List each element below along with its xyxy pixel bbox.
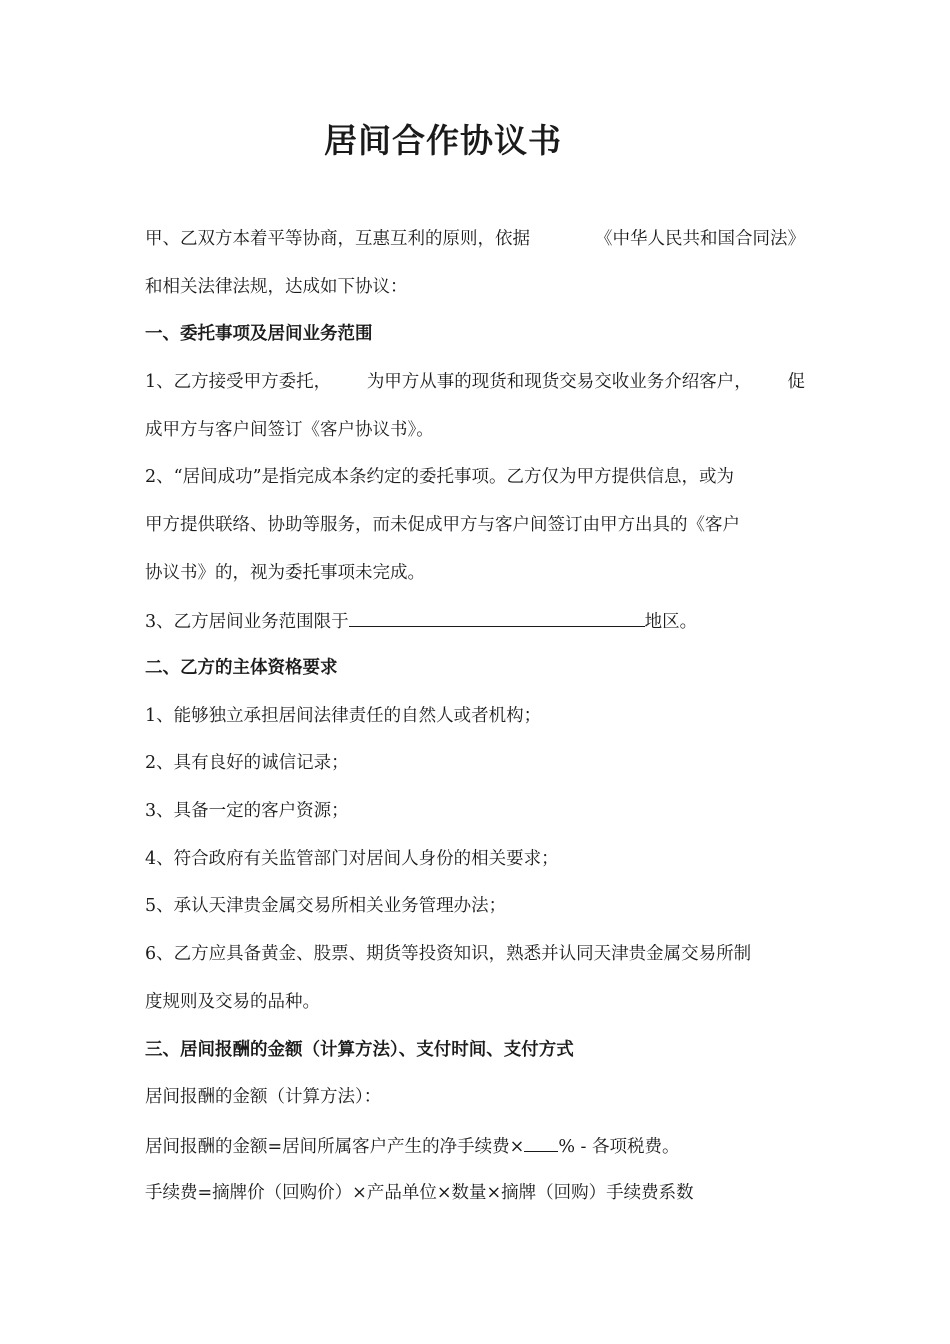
item-text: 为甲方从事的现货和现货交易交收业务介绍客户， [366,372,752,392]
section-2-item-3: 3、具备一定的客户资源； [145,801,349,821]
section-2-item-1: 1、能够独立承担居间法律责任的自然人或者机构； [145,706,542,726]
formula-text: % - 各项税费。 [558,1137,680,1157]
section-3-heading: 三、居间报酬的金额（计算方法）、支付时间、支付方式 [145,1040,574,1060]
section-1-item-2-line-3: 协议书》的，视为委托事项未完成。 [145,563,425,583]
intro-paragraph-line-1 [145,227,805,251]
item-text: 3、乙方居间业务范围限于 [145,612,349,632]
section-1-item-3 [145,608,697,634]
document-title: 居间合作协议书 [324,121,562,160]
section-2-item-6-line-2: 度规则及交易的品种。 [145,992,320,1012]
section-2-item-6-line-1: 6、乙方应具备黄金、股票、期货等投资知识，熟悉并认同天津贵金属交易所制 [145,944,752,964]
item-text: 地区。 [644,612,698,632]
percentage-blank-field[interactable] [524,1133,558,1152]
section-2-item-2: 2、具有良好的诚信记录； [145,753,349,773]
section-2-heading: 二、乙方的主体资格要求 [145,658,338,678]
section-1-item-2-line-2: 甲方提供联络、协助等服务，而未促成甲方与客户间签订由甲方出具的《客户 [145,515,740,535]
fee-formula: 手续费=摘牌价（回购价）×产品单位×数量×摘牌（回购）手续费系数 [145,1183,694,1203]
section-1-item-2-line-1: 2、“居间成功”是指完成本条约定的委托事项。乙方仅为甲方提供信息，或为 [145,467,735,487]
item-text: 促 [787,372,805,392]
section-2-item-4: 4、符合政府有关监管部门对居间人身份的相关要求； [145,849,559,869]
section-1-heading: 一、委托事项及居间业务范围 [145,324,373,344]
item-text: 1、乙方接受甲方委托， [145,372,332,392]
intro-paragraph-line-2: 和相关法律法规，达成如下协议： [145,277,408,297]
section-1-item-1-line-1 [145,370,805,394]
commission-formula [145,1133,680,1159]
region-blank-field[interactable] [349,608,645,627]
intro-text: 甲、乙双方本着平等协商，互惠互利的原则，依据 [145,229,530,249]
section-1-item-1-line-2: 成甲方与客户间签订《客户协议书》。 [145,420,434,440]
law-reference: 《中华人民共和国合同法》 [595,229,805,249]
section-3-sub-heading: 居间报酬的金额（计算方法）： [145,1087,382,1107]
section-2-item-5: 5、承认天津贵金属交易所相关业务管理办法； [145,896,507,916]
formula-text: 居间报酬的金额=居间所属客户产生的净手续费× [145,1137,525,1157]
